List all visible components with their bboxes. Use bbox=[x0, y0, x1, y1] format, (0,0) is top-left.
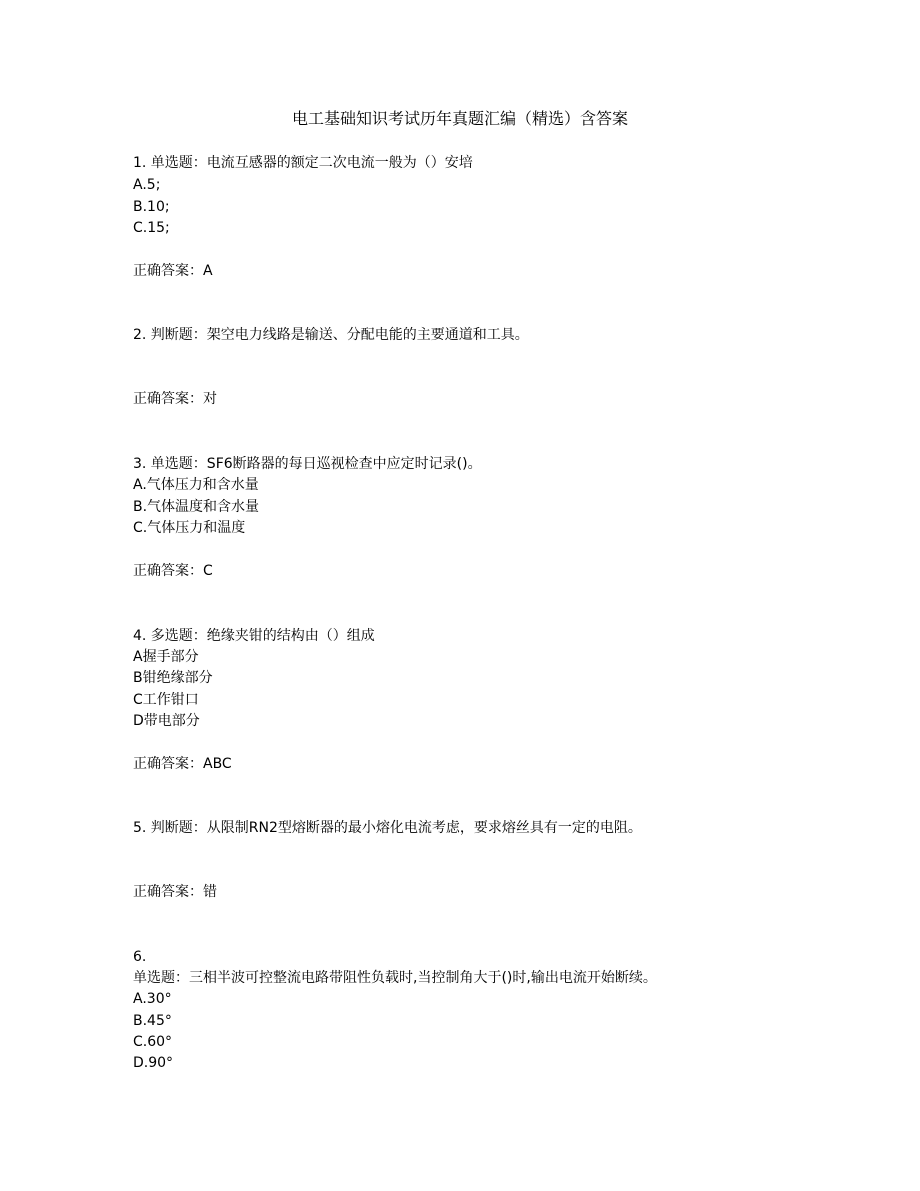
question-2-stem: 2. 判断题：架空电力线路是输送、分配电能的主要通道和工具。 bbox=[133, 327, 529, 343]
question-3-answer: 正确答案：C bbox=[133, 563, 213, 579]
question-4-option-d: D带电部分 bbox=[133, 713, 200, 729]
question-1-stem: 1. 单选题：电流互感器的额定二次电流一般为（）安培 bbox=[133, 155, 473, 171]
question-4-stem: 4. 多选题：绝缘夹钳的结构由（）组成 bbox=[133, 628, 375, 644]
question-4-option-c: C工作钳口 bbox=[133, 692, 199, 708]
question-3-option-c: C.气体压力和温度 bbox=[133, 520, 246, 536]
question-2-answer: 正确答案：对 bbox=[133, 391, 217, 407]
question-6-number: 6. bbox=[133, 949, 147, 965]
question-4-answer: 正确答案：ABC bbox=[133, 756, 232, 772]
question-5-answer: 正确答案：错 bbox=[133, 884, 217, 900]
question-6-option-b: B.45° bbox=[133, 1013, 172, 1029]
question-4-option-b: B钳绝缘部分 bbox=[133, 670, 213, 686]
document-title: 电工基础知识考试历年真题汇编（精选）含答案 bbox=[291, 109, 628, 128]
question-6-stem: 单选题：三相半波可控整流电路带阻性负载时,当控制角大于()时,输出电流开始断续。 bbox=[133, 970, 657, 986]
question-6-option-d: D.90° bbox=[133, 1055, 174, 1071]
question-1-answer: 正确答案：A bbox=[133, 263, 213, 279]
question-3-stem: 3. 单选题：SF6断路器的每日巡视检查中应定时记录()。 bbox=[133, 456, 482, 472]
question-1-option-a: A.5; bbox=[133, 177, 161, 193]
question-3-option-b: B.气体温度和含水量 bbox=[133, 499, 260, 515]
question-6-option-c: C.60° bbox=[133, 1034, 173, 1050]
question-1-option-b: B.10; bbox=[133, 199, 170, 215]
question-4-option-a: A握手部分 bbox=[133, 649, 199, 665]
question-5-stem: 5. 判断题：从限制RN2型熔断器的最小熔化电流考虑，要求熔丝具有一定的电阻。 bbox=[133, 820, 642, 836]
question-6-option-a: A.30° bbox=[133, 991, 172, 1007]
question-3-option-a: A.气体压力和含水量 bbox=[133, 477, 259, 493]
question-1-option-c: C.15; bbox=[133, 220, 170, 236]
